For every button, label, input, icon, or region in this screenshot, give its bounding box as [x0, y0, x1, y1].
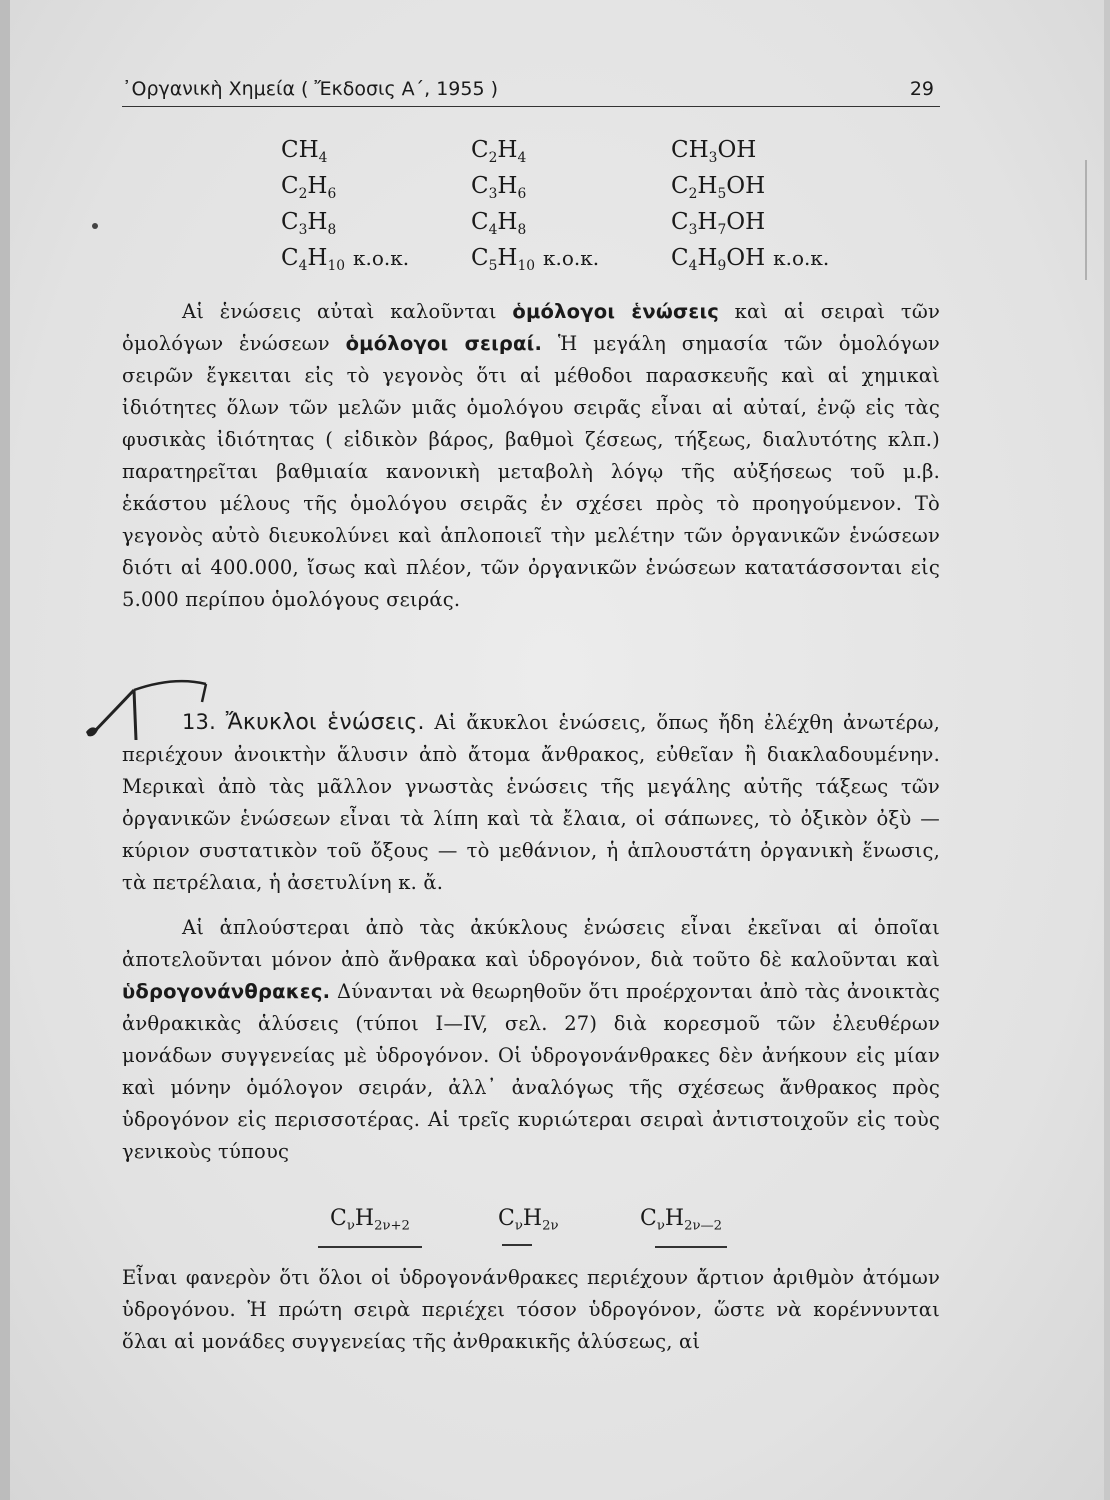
- formula-cell: $CH_3OH$: [671, 137, 757, 166]
- formula-cell: $C_3H_6$: [471, 173, 527, 202]
- formula-row: [281, 137, 901, 173]
- formula-cell: $C_2H_6$: [281, 173, 337, 202]
- page-number: 29: [909, 78, 934, 100]
- scan-edge-right: [1104, 0, 1110, 1500]
- etc-abbrev: κ.ο.κ.: [353, 246, 410, 270]
- formula-cell: $C_4H_9OH$ κ.ο.κ.: [671, 245, 830, 274]
- formula-cell: $C_2H_5OH$: [671, 173, 766, 202]
- formula-cell: $C_3H_7OH$: [671, 209, 766, 238]
- term-hydrocarbons: ὑδρογονάνθρακες.: [122, 980, 331, 1003]
- handwritten-underline: [655, 1246, 727, 1248]
- formula-cell: $C_3H_8$: [281, 209, 337, 238]
- etc-abbrev: κ.ο.κ.: [543, 246, 600, 270]
- etc-abbrev: κ.ο.κ.: [773, 246, 830, 270]
- scan-dot: [92, 223, 98, 229]
- formula-cell: $CH_4$: [281, 137, 328, 166]
- header-title: ᾿Οργανικὴ Χημεία ( Ἔκδοσις Α΄, 1955 ): [122, 78, 499, 100]
- formula-row: [281, 173, 901, 209]
- paragraph-homologous-series: Αἱ ἑνώσεις αὐταὶ καλοῦνται ὁμόλογοι ἑνώσεις καὶ αἱ σειραὶ τῶν ὁμολόγων ἑνώσεων ὁμόλογοι σειραί. Ἡ μεγάλη σημασία τῶν ὁμολόγων σειρῶν ἔγκειται εἰς τὸ γεγονὸς ὅτι αἱ μέθοδοι παρασκευῆς καὶ αἱ χημικαὶ ἰδιότητες ὅλων τῶν μελῶν μιᾶς ὁμολόγου σειρᾶς εἶναι αἱ αὐταί, ἐνῷ εἰς τὰς φυσικὰς ἰδιότητας ( εἰδικὸν βάρος, βαθμοὶ ζέσεως, τήξεως, διαλυτότης κλπ.) παρατηρεῖται βαθμιαία κανονικὴ μεταβολὴ λόγῳ τῆς αὐξήσεως τοῦ μ.β. ἑκάστου μέλους τῆς ὁμολόγου σειρᾶς ἐν σχέσει πρὸς τὸ προηγούμενον. Τὸ γεγονὸς αὐτὸ διευκολύνει καὶ ἁπλοποιεῖ τὴν μελέτην τῶν ὀργανικῶν ἑνώσεων διότι αἱ 400.000, ἴσως καὶ πλέον, τῶν ὀργανικῶν ἑνώσεων κατατάσσονται εἰς 5.000 περίπου ὁμολόγους σειράς.: [122, 300, 941, 611]
- handwritten-underline: [502, 1244, 532, 1246]
- section-title: Ἄκυκλοι ἑνώσεις.: [225, 710, 425, 735]
- running-header: [122, 76, 940, 107]
- general-formula-alkenes: $C_\nu H_{2\nu}$: [498, 1206, 559, 1234]
- formula-cell: $C_4H_{10}$ κ.ο.κ.: [281, 245, 410, 274]
- formula-row: [281, 245, 901, 281]
- general-formula-alkynes: $C_\nu H_{2\nu—2}$: [640, 1206, 723, 1234]
- formula-cell: $C_2H_4$: [471, 137, 527, 166]
- homologous-formula-table: [281, 137, 901, 281]
- scan-edge-left: [0, 0, 10, 1500]
- formula-cell: $C_5H_{10}$ κ.ο.κ.: [471, 245, 600, 274]
- paragraph-hydrocarbons: Αἱ ἁπλούστεραι ἀπὸ τὰς ἀκύκλους ἑνώσεις εἶναι ἐκεῖναι αἱ ὁποῖαι ἀποτελοῦνται μόνον ἀπὸ ἄνθρακα καὶ ὑδρογόνον, διὰ τοῦτο δὲ καλοῦνται καὶ ὑδρογονάνθρακες. Δύνανται νὰ θεωρηθοῦν ὅτι προέρχονται ἀπὸ τὰς ἀνοικτὰς ἀνθρακικὰς ἁλύσεις (τύποι I—IV, σελ. 27) διὰ κορεσμοῦ τῶν ἐλευθέρων μονάδων συγγενείας μὲ ὑδρογόνον. Οἱ ὑδρογονάνθρακες δὲν ἀνήκουν εἰς μίαν καὶ μόνην ὁμόλογον σειράν, ἀλλ᾿ ἀναλόγως τῆς σχέσεως ἄνθρακος πρὸς ὑδρογόνον εἰς περισσοτέρας. Αἱ τρεῖς κυριώτεραι σειραὶ ἀντιστοιχοῦν εἰς τοὺς γενικοὺς τύπους: [122, 916, 940, 1163]
- scan-mark: [1085, 160, 1087, 280]
- section-13-acyclic-compounds: [122, 706, 940, 899]
- paragraph-even-hydrogen: Εἶναι φανερὸν ὅτι ὅλοι οἱ ὑδρογονάνθρακες περιέχουν ἄρτιον ἀριθμὸν ἀτόμων ὑδρογόνου. Ἡ πρώτη σειρὰ περιέχει τόσον ὑδρογόνον, ὥστε νὰ κορέννυνται ὅλαι αἱ μονάδες συγγενείας τῆς ἀνθρακικῆς ἁλύσεως, αἱ: [122, 1266, 940, 1353]
- general-formulas: [330, 1206, 830, 1246]
- section-text: Αἱ ἄκυκλοι ἑνώσεις, ὅπως ἤδη ἐλέχθη ἀνωτέρω, περιέχουν ἀνοικτὴν ἅλυσιν ἀπὸ ἄτομα ἄνθρακος, εὐθεῖαν ἢ διακλαδουμένην. Μερικαὶ ἀπὸ τὰς μᾶλλον γνωστὰς ἑνώσεις τῆς μεγάλης αὐτῆς τάξεως τῶν ὀργανικῶν ἑνώσεων εἶναι τὰ λίπη καὶ τὰ ἔλαια, οἱ σάπωνες, τὸ ὀξικὸν ὀξὺ — κύριον συστατικὸν τοῦ ὄξους — τὸ μεθάνιον, ἡ ἁπλουστάτη ὀργανικὴ ἕνωσις, τὰ πετρέλαια, ἡ ἀσετυλίνη κ. ἄ.: [122, 711, 940, 894]
- general-formula-alkanes: $C_\nu H_{2\nu+2}$: [330, 1206, 410, 1234]
- formula-row: [281, 209, 901, 245]
- term-homologous-series: ὁμόλογοι σειραί.: [345, 332, 543, 355]
- section-number: 13.: [182, 710, 216, 734]
- formula-cell: $C_4H_8$: [471, 209, 527, 238]
- term-homologous-compounds: ὁμόλογοι ἑνώσεις: [512, 300, 720, 323]
- handwritten-underline: [318, 1246, 422, 1248]
